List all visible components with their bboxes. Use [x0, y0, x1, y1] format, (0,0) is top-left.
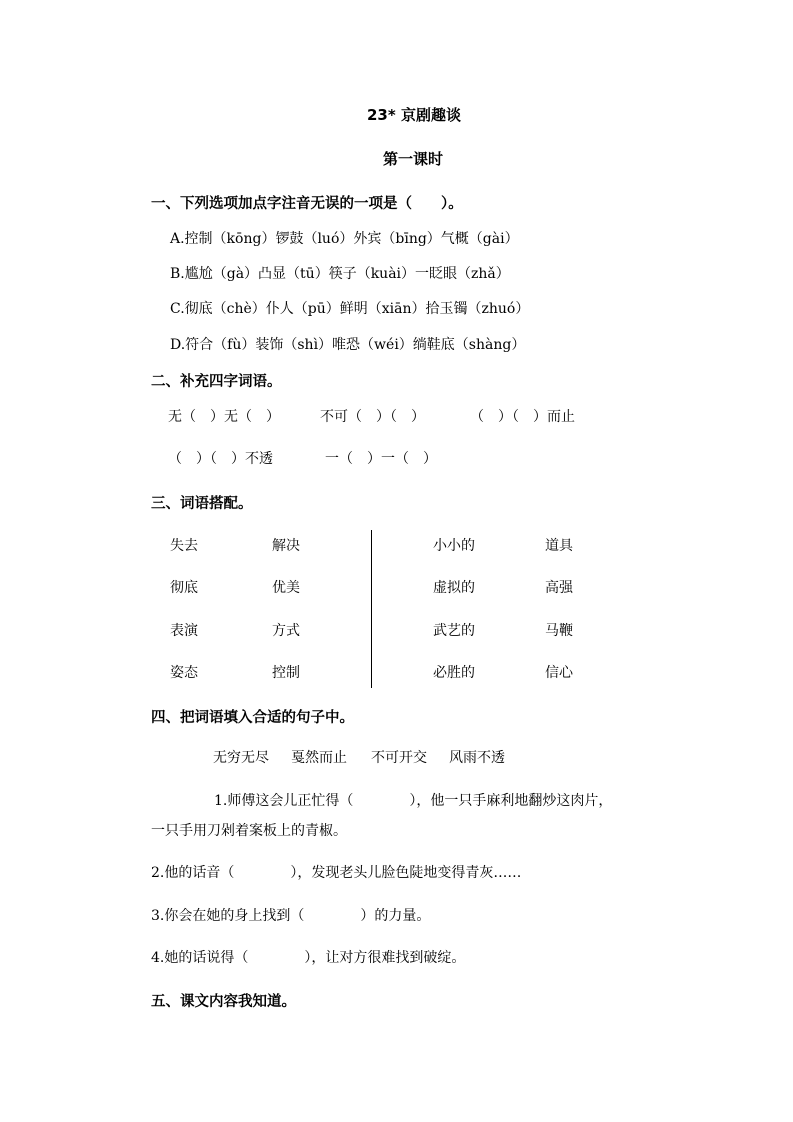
match-word: 方式 [272, 623, 300, 639]
divider-line [371, 530, 372, 688]
q1-option-d: D.符合（fù）装饰（shì）唯恐（wéi）绱鞋底（shàng） [170, 337, 526, 353]
match-word: 武艺的 [433, 623, 475, 639]
word-bank-item: 戛然而止 [291, 750, 347, 766]
q1-option-a: A.控制（kōng）锣鼓（luó）外宾（bīng）气概（gài） [170, 231, 519, 247]
q2-item: 不可（ ）（ ） [320, 409, 425, 425]
sentence-1-cont: 一只手用刀剁着案板上的青椒。 [151, 823, 347, 839]
q3-heading: 三、词语搭配。 [151, 496, 253, 512]
match-word: 虚拟的 [433, 580, 475, 596]
page-title: 23* 京剧趣谈 [367, 106, 461, 124]
match-word: 必胜的 [433, 665, 475, 681]
match-word: 小小的 [433, 538, 475, 554]
match-word: 控制 [272, 665, 300, 681]
match-word: 高强 [545, 580, 573, 596]
match-word: 表演 [170, 623, 198, 639]
q2-heading: 二、补充四字词语。 [151, 374, 282, 390]
q2-item: 无（ ）无（ ） [168, 409, 280, 425]
q2-item: 一（ ）一（ ） [325, 451, 437, 467]
sentence-2: 2.他的话音（ ），发现老头儿脸色陡地变得青灰…… [151, 865, 522, 881]
q1-option-c: C.彻底（chè）仆人（pū）鲜明（xiān）拾玉镯（zhuó） [170, 301, 530, 317]
q2-item: （ ）（ ）不透 [168, 451, 273, 467]
q2-item: （ ）（ ）而止 [470, 409, 575, 425]
q1-option-b: B.尴尬（gà）凸显（tū）筷子（kuài）一眨眼（zhǎ） [170, 266, 510, 282]
q5-heading: 五、课文内容我知道。 [151, 994, 296, 1010]
q4-heading: 四、把词语填入合适的句子中。 [151, 710, 354, 726]
page-subtitle: 第一课时 [383, 150, 444, 168]
match-word: 姿态 [170, 665, 198, 681]
word-bank-item: 无穷无尽 [213, 750, 269, 766]
match-word: 优美 [272, 580, 300, 596]
q1-heading: 一、下列选项加点字注音无误的一项是（ ）。 [151, 196, 463, 212]
sentence-3: 3.你会在她的身上找到（ ）的力量。 [151, 908, 431, 924]
word-bank-item: 风雨不透 [449, 750, 505, 766]
match-word: 信心 [545, 665, 573, 681]
match-word: 失去 [170, 538, 198, 554]
match-word: 彻底 [170, 580, 198, 596]
match-word: 道具 [545, 538, 573, 554]
sentence-4: 4.她的话说得（ ），让对方很难找到破绽。 [151, 950, 466, 966]
word-bank-item: 不可开交 [371, 750, 427, 766]
match-word: 马鞭 [545, 623, 573, 639]
sentence-1: 1.师傅这会儿正忙得（ ），他一只手麻利地翻炒这肉片， [214, 793, 613, 809]
match-word: 解决 [272, 538, 300, 554]
